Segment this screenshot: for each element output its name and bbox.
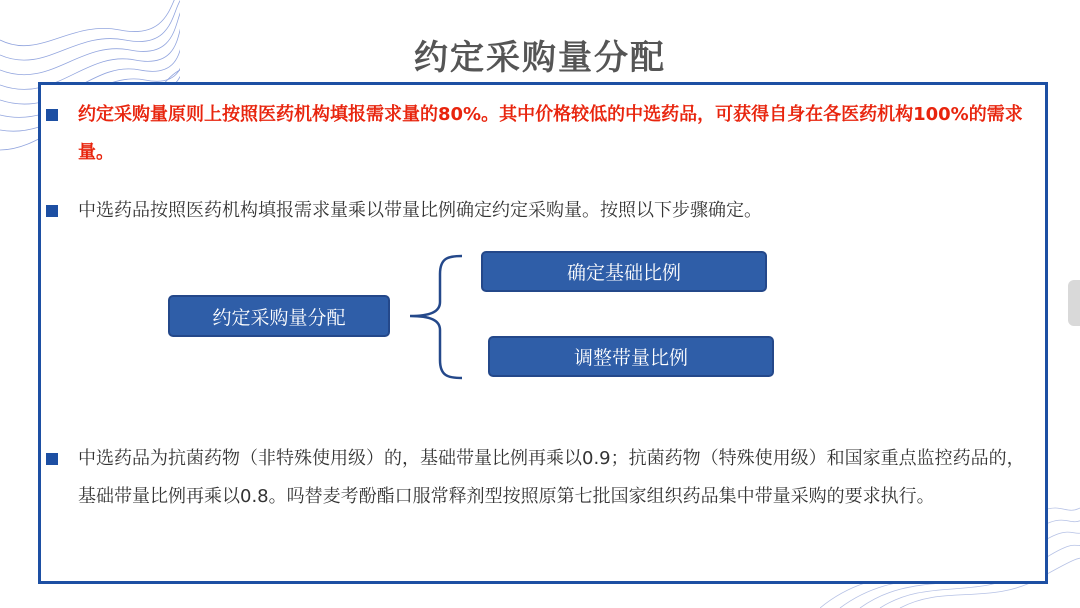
bullet-marker — [46, 205, 58, 217]
bullet-text-3: 中选药品为抗菌药物（非特殊使用级）的，基础带量比例再乘以0.9；抗菌药物（特殊使用级）和国家重点监控药品的，基础带量比例再乘以0.8。吗替麦考酚酯口服常释剂型按照原第七批国家组织药品集中带量采购的要求执行。 — [78, 448, 1025, 507]
bullet-text-2: 中选药品按照医药机构填报需求量乘以带量比例确定约定采购量。按照以下步骤确定。 — [78, 200, 762, 221]
bullet-marker — [46, 453, 58, 465]
diagram-brace — [400, 252, 470, 382]
side-panel-handle[interactable] — [1068, 280, 1080, 326]
bullet-text-1: 约定采购量原则上按照医药机构填报需求量的80%。其中价格较低的中选药品，可获得自身在各医药机构100%的需求量。 — [78, 104, 1023, 163]
diagram-branch-box-2: 调整带量比例 — [488, 336, 774, 377]
page-title: 约定采购量分配 — [414, 38, 666, 78]
bullet-marker — [46, 109, 58, 121]
diagram-root-box: 约定采购量分配 — [168, 295, 390, 337]
diagram-branch-box-1: 确定基础比例 — [481, 251, 767, 292]
